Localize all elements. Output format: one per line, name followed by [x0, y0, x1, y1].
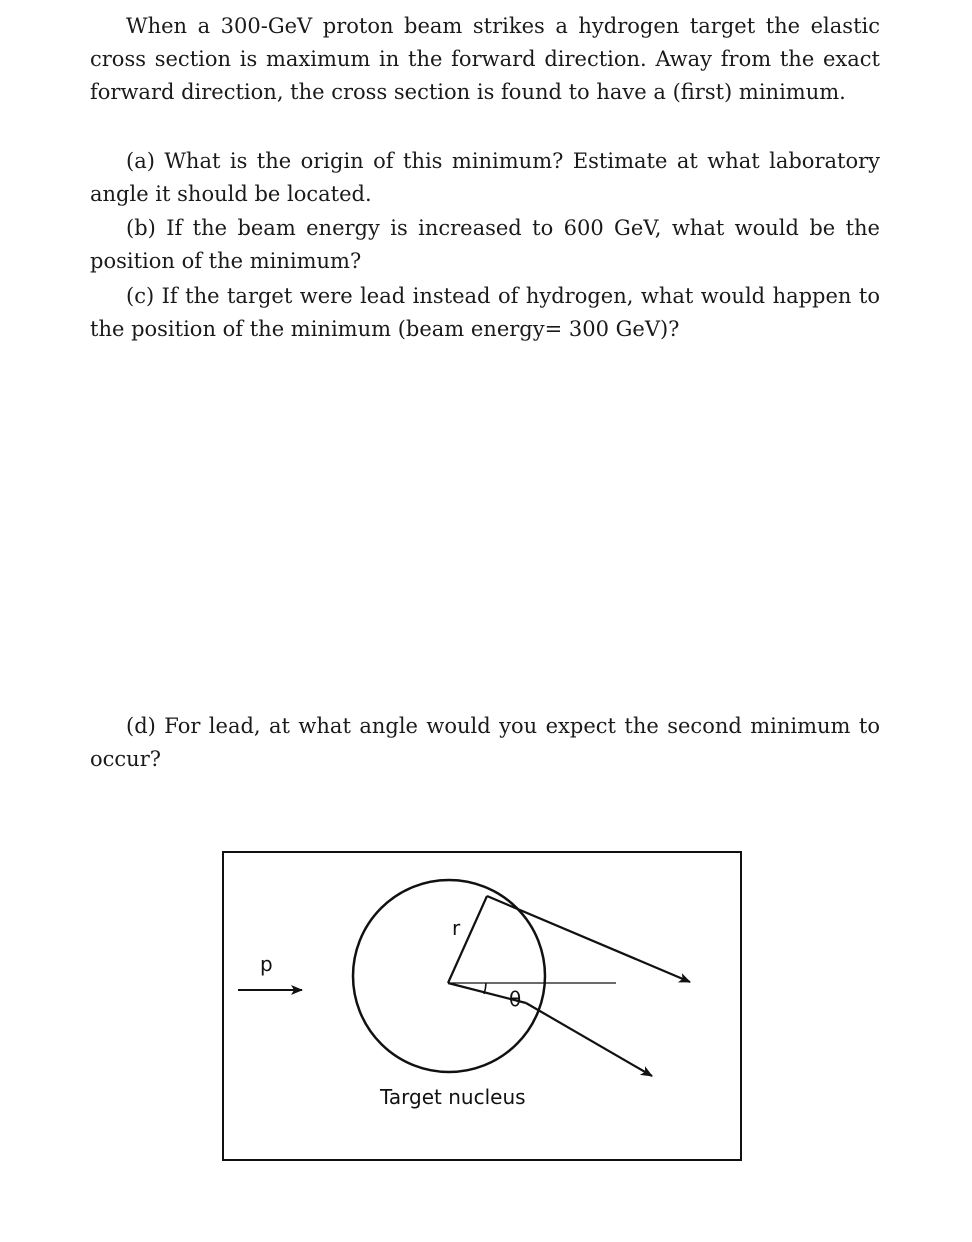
target-nucleus-caption: Target nucleus [380, 1085, 526, 1109]
question-a-text: (a) What is the origin of this minimum? Estimate at what laboratory angle it should be located. [90, 149, 880, 206]
momentum-label: p [260, 952, 273, 976]
question-d-text: (d) For lead, at what angle would you expect the second minimum to occur? [90, 714, 880, 771]
radius-label: r [452, 916, 461, 940]
scattered-ray-bottom-arrow [526, 1003, 652, 1076]
question-c-text: (c) If the target were lead instead of hydrogen, what would happen to the position of the minimum (beam energy= 300 GeV)? [90, 284, 880, 341]
question-b [90, 212, 880, 278]
question-c [90, 280, 880, 346]
scattering-diagram [224, 853, 740, 1159]
question-b-text: (b) If the beam energy is increased to 600 GeV, what would be the position of the minimum? [90, 216, 880, 273]
question-a [90, 145, 880, 211]
scattered-ray-top-arrow [487, 896, 690, 982]
theta-label: θ [509, 987, 522, 1011]
problem-intro-text: When a 300-GeV proton beam strikes a hydrogen target the elastic cross section is maximum in the forward direction. Away from the exact forward direction, the cross section is found to have a (first) minimum. [90, 14, 880, 104]
question-d [90, 710, 880, 776]
scattering-figure [222, 851, 742, 1161]
problem-intro [90, 10, 880, 109]
